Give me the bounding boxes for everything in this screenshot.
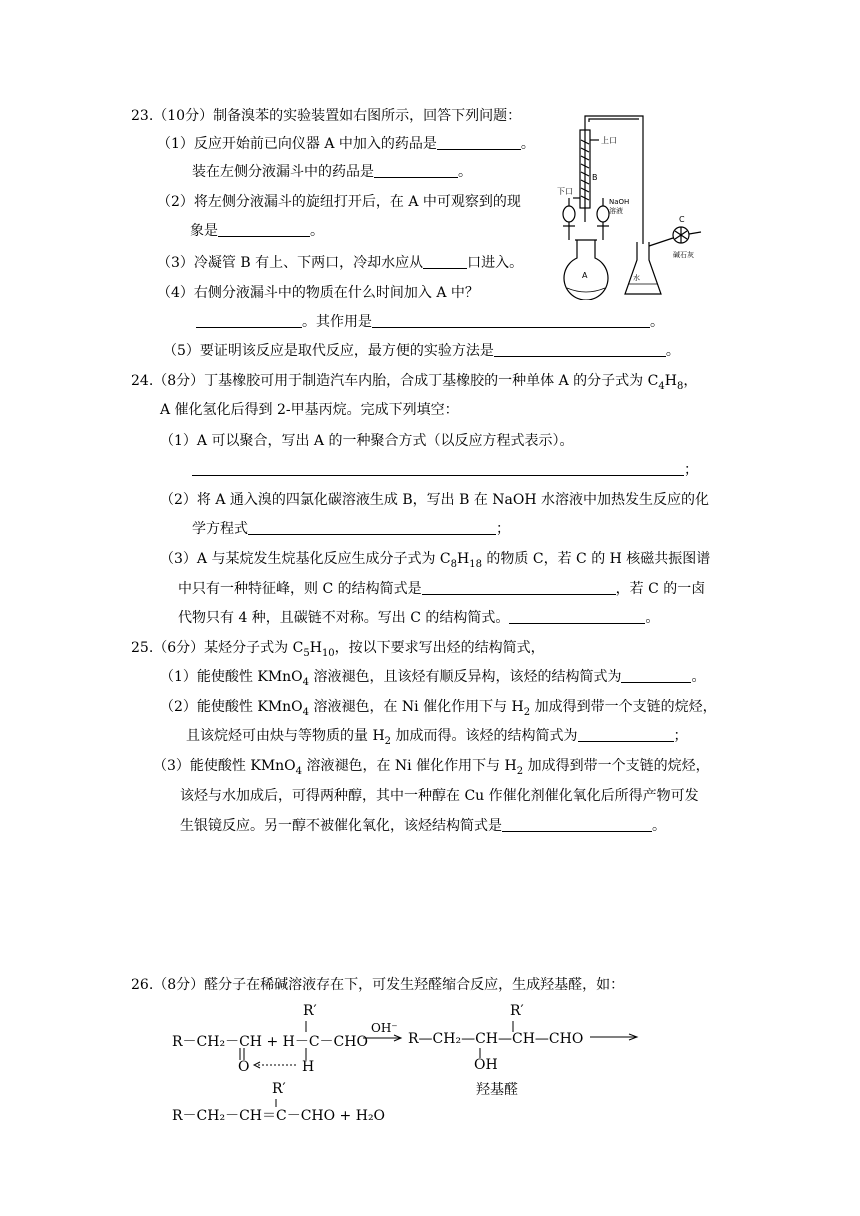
answer-blank[interactable] <box>374 163 458 178</box>
q23-part4a: （4）右侧分液漏斗中的物质在什么时间加入 A 中？ <box>157 285 479 301</box>
answer-blank[interactable] <box>621 668 691 683</box>
answer-blank[interactable] <box>578 727 674 742</box>
answer-blank[interactable] <box>423 254 467 269</box>
label-flask-a: A <box>582 271 588 280</box>
answer-blank[interactable] <box>509 609 645 624</box>
label-bottom-port: 下口 <box>557 187 573 196</box>
label-top-port: 上口 <box>601 136 617 145</box>
product-formula: R—CH₂—CH—CH—CHO <box>408 1031 584 1047</box>
q24-stem-line1: 24.（8分）丁基橡胶可用于制造汽车内胎，合成丁基橡胶的一种单体 A 的分子式为 $C_4H_8$， <box>131 373 698 392</box>
answer-blank[interactable] <box>372 313 650 328</box>
q23-part5: （5）要证明该反应是取代反应，最方便的实验方法是 。 <box>163 343 680 359</box>
q24-part2a: （2）将 A 通入溴的四氯化碳溶液生成 B，写出 B 在 NaOH 水溶液中加热发生反应的化 <box>160 492 710 508</box>
answer-blank[interactable] <box>248 520 496 535</box>
r-prime-label: R′ <box>303 1003 317 1019</box>
q26-stem: 26.（8分）醛分子在稀碱溶液存在下，可发生羟醛缩合反应，生成羟基醛，如： <box>131 977 625 993</box>
answer-blank[interactable] <box>437 135 521 150</box>
hydroxyl-group: OH <box>474 1057 498 1073</box>
answer-blank[interactable] <box>422 580 616 595</box>
answer-blank[interactable] <box>494 342 666 357</box>
q25-part2a: （2）能使酸性 KMnO$_4$ 溶液褪色，在 Ni 催化作用下与 $H_2$ 加成得到带一个支链的烷烃， <box>160 699 717 718</box>
reactants-formula: R－CH₂－CH + H－C－CHO <box>172 1034 368 1050</box>
q25-part3a: （3）能使酸性 KMnO$_4$ 溶液褪色，在 Ni 催化作用下与 $H_2$ 加成得到带一个支链的烷烃， <box>153 758 710 777</box>
q24-part3b: 中只有一种特征峰，则 C 的结构简式是 ，若 C 的一卤 <box>178 581 706 597</box>
answer-blank[interactable] <box>196 313 302 328</box>
q25-part3c: 生银镜反应。另一醇不被催化氧化，该烃结构简式是 。 <box>180 818 666 834</box>
label-condenser-b: B <box>592 173 598 182</box>
q24-stem-line2: A 催化氢化后得到 2-甲基丙烷。完成下列填空： <box>160 402 459 418</box>
q24-part1: （1）A 可以聚合，写出 A 的一种聚合方式（以反应方程式表示）。 <box>160 433 574 449</box>
q23-part4b: 。其作用是 。 <box>196 313 664 331</box>
q24-part2b: 学方程式 ； <box>192 521 510 537</box>
carbonyl-oxygen: O <box>238 1059 250 1075</box>
label-water: 水 <box>633 274 640 282</box>
q23-part1b: 装在左侧分液漏斗中的药品是 。 <box>192 164 472 180</box>
label-drying-tube-c: C <box>679 215 685 224</box>
q24-part3a: （3）A 与某烷发生烷基化反应生成分子式为 $C_8H_{18}$ 的物质 C，若 C 的 H 核磁共振图谱 <box>160 551 711 570</box>
catalyst-label: OH⁻ <box>371 1021 398 1035</box>
alpha-hydrogen: H <box>302 1059 315 1075</box>
r-prime-label-line2: R′ <box>272 1081 286 1097</box>
q25-part1: （1）能使酸性 KMnO$_4$ 溶液褪色，且该烃有顺反异构，该烃的结构简式为 。 <box>160 669 706 688</box>
q24-part3c: 代物只有 4 种，且碳链不对称。写出 C 的结构简式。 。 <box>178 610 660 626</box>
q24-part1-answer: ； <box>192 461 698 479</box>
q23-part3: （3）冷凝管 B 有上、下两口，冷却水应从 口进入。 <box>157 255 524 271</box>
q25-part3b: 该烃与水加成后，可得两种醇，其中一种醇在 Cu 作催化剂催化氧化后所得产物可发 <box>180 788 699 804</box>
q23-part1a: （1）反应开始前已向仪器 A 中加入的药品是 。 <box>157 136 535 152</box>
label-naoh: NaOH <box>609 198 630 206</box>
label-soda-lime: 碱石灰 <box>673 251 694 259</box>
dehydration-product-formula: R－CH₂－CH＝C－CHO + H₂O <box>172 1108 386 1124</box>
q23-stem: 23.（10分）制备溴苯的实验装置如右图所示，回答下列问题： <box>131 108 522 124</box>
q25-stem: 25.（6分）某烃分子式为 $C_5H_{10}$，按以下要求写出烃的结构简式， <box>131 640 545 659</box>
answer-blank[interactable] <box>192 461 684 476</box>
q25-part2b: 且该烷烃可由炔与等物质的量 $H_2$ 加成而得。该烃的结构简式为 ； <box>186 728 688 747</box>
q23-part2b: 象是 。 <box>190 223 324 239</box>
product-name: 羟基醛 <box>476 1082 518 1098</box>
label-solution: 溶液 <box>609 207 623 215</box>
answer-blank[interactable] <box>502 817 652 832</box>
r-prime-label-product: R′ <box>510 1003 524 1019</box>
q23-part2a: （2）将左侧分液漏斗的旋纽打开后，在 A 中可观察到的现 <box>157 194 521 210</box>
answer-blank[interactable] <box>218 222 310 237</box>
bromobenzene-apparatus-diagram <box>555 110 715 300</box>
